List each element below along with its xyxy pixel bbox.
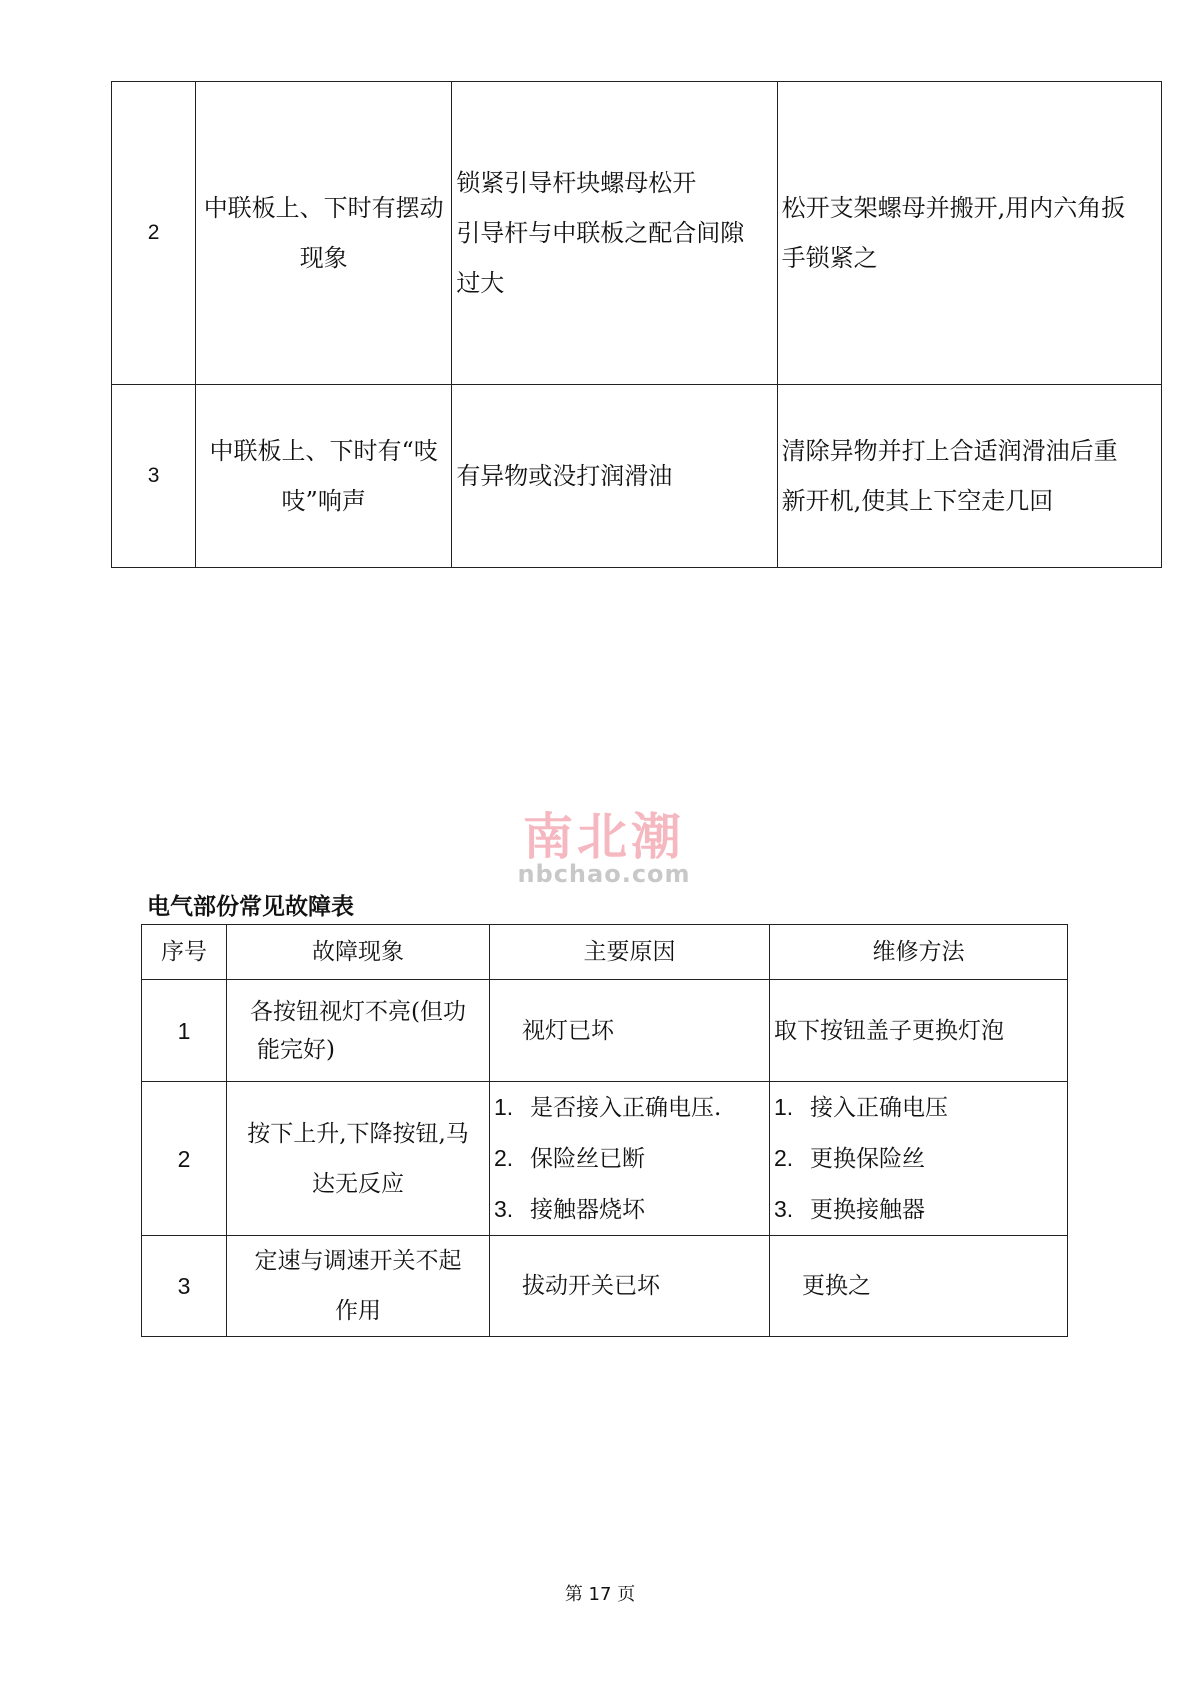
- header-symptom: 故障现象: [227, 925, 490, 980]
- list-item: 1. 是否接入正确电压.: [494, 1094, 722, 1121]
- symptom-cell: 各按钮视灯不亮(但功 能完好): [227, 980, 490, 1082]
- row-number: 3: [112, 385, 196, 568]
- list-item: 3. 更换接触器: [774, 1196, 925, 1223]
- table-header-row: [142, 925, 1068, 980]
- symptom-cell: 定速与调速开关不起 作用: [227, 1236, 490, 1337]
- table-row: [142, 1082, 1068, 1236]
- method-cell: 清除异物并打上合适润滑油后重 新开机,使其上下空走几回: [777, 385, 1161, 568]
- header-cause: 主要原因: [490, 925, 770, 980]
- row-number: 3: [142, 1236, 227, 1337]
- row-number: 2: [142, 1082, 227, 1236]
- symptom-cell: 中联板上、下时有摆动 现象: [196, 82, 452, 385]
- header-no: 序号: [142, 925, 227, 980]
- watermark-cn: 南北潮: [523, 807, 685, 866]
- footer-suffix: 页: [617, 1584, 636, 1605]
- cause-cell: 拔动开关已坏: [490, 1236, 770, 1337]
- list-item: 3. 接触器烧坏: [494, 1196, 645, 1223]
- mechanical-fault-table: [111, 81, 1162, 568]
- method-cell: 松开支架螺母并搬开,用内六角扳 手锁紧之: [777, 82, 1161, 385]
- row-number: 1: [142, 980, 227, 1082]
- table-row: [112, 82, 1162, 385]
- electrical-fault-table: [141, 924, 1068, 1337]
- watermark-en: nbchao.com: [517, 860, 691, 888]
- method-cell: [770, 1082, 1068, 1236]
- method-cell: 取下按钮盖子更换灯泡: [770, 980, 1068, 1082]
- page-footer: [0, 1580, 1200, 1606]
- symptom-cell: 按下上升,下降按钮,马 达无反应: [227, 1082, 490, 1236]
- table-row: [142, 1236, 1068, 1337]
- section-title: 电气部份常见故障表: [147, 894, 354, 920]
- method-cell: 更换之: [770, 1236, 1068, 1337]
- table-row: [142, 980, 1068, 1082]
- cause-cell: 有异物或没打润滑油: [452, 385, 777, 568]
- header-method: 维修方法: [770, 925, 1068, 980]
- list-item: 2. 更换保险丝: [774, 1145, 925, 1172]
- list-item: 2. 保险丝已断: [494, 1145, 645, 1172]
- page-number: 17: [588, 1584, 612, 1605]
- cause-cell: [490, 1082, 770, 1236]
- row-number: 2: [112, 82, 196, 385]
- cause-cell: 视灯已坏: [490, 980, 770, 1082]
- footer-prefix: 第: [564, 1584, 583, 1605]
- symptom-cell: 中联板上、下时有“吱 吱”响声: [196, 385, 452, 568]
- watermark-logo: [514, 807, 694, 888]
- list-item: 1. 接入正确电压: [774, 1094, 948, 1121]
- table-row: [112, 385, 1162, 568]
- cause-cell: 锁紧引导杆块螺母松开 引导杆与中联板之配合间隙 过大: [452, 82, 777, 385]
